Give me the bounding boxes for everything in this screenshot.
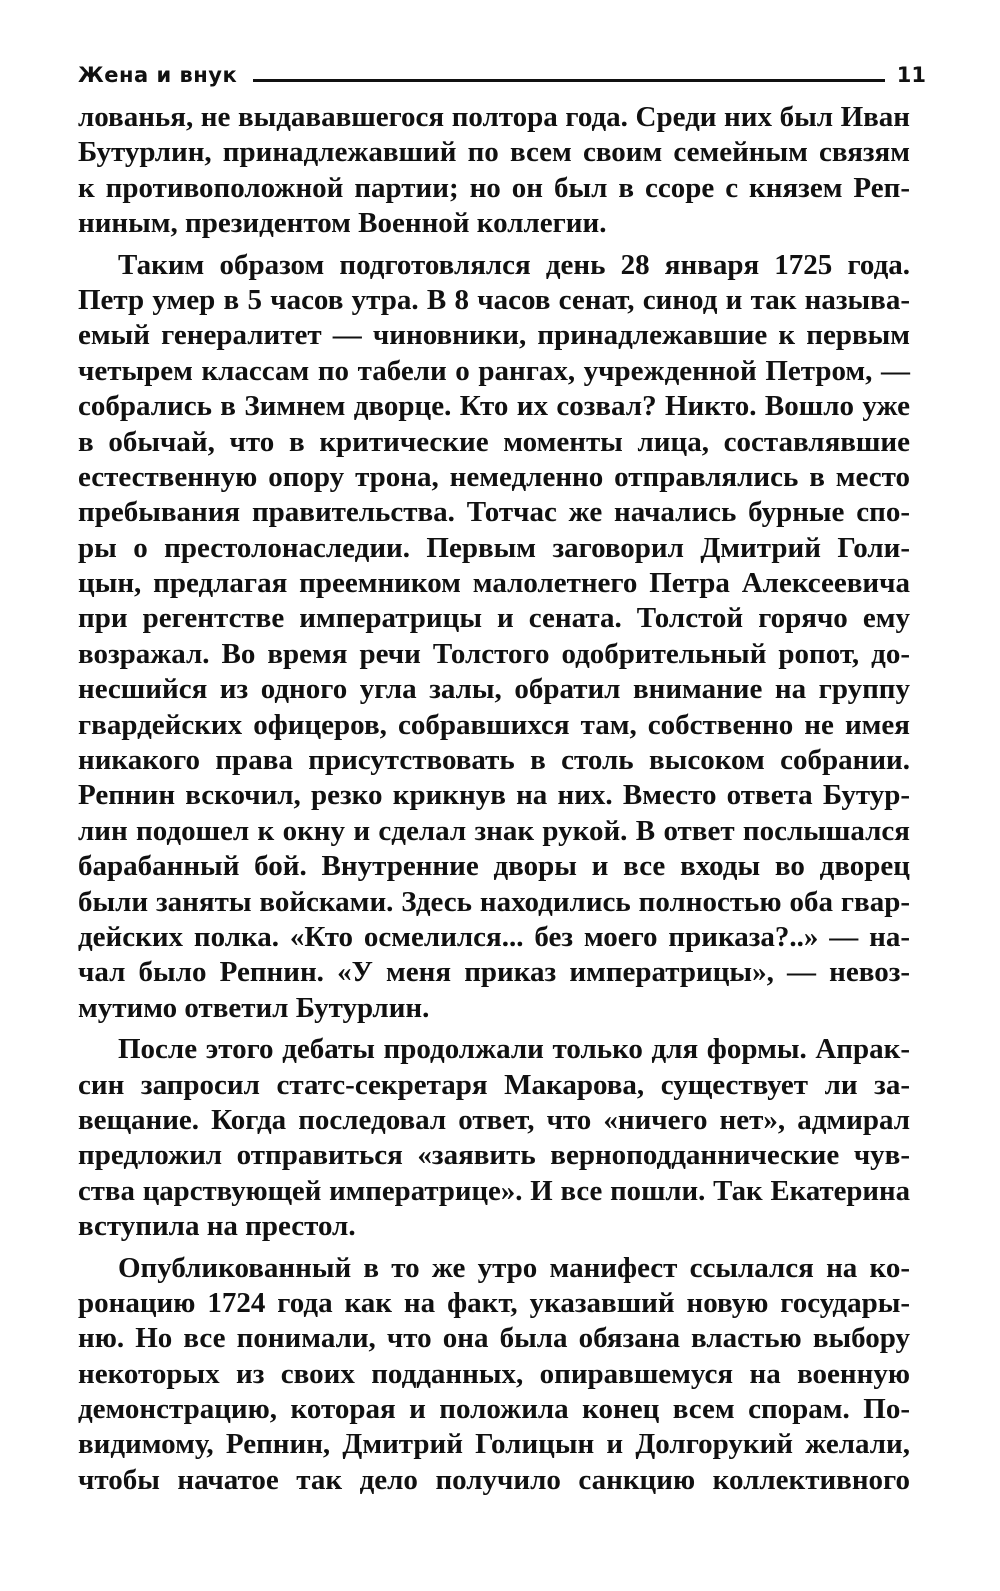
text-line: чал было Репнин. «У меня приказ императрицы», — невоз- [78,956,910,989]
text-line: были заняты войсками. Здесь находились полностью оба гвар- [78,885,910,918]
text-line: мутимо ответил Бутурлин. [78,991,430,1024]
text-line: Таким образом подготовлялся день 28 января 1725 года. [118,248,910,281]
text-line: После этого дебаты продолжали только для формы. Апрак- [118,1033,910,1066]
text-line: ства царствующей императрице». И все пошли. Так Екатерина [78,1174,910,1207]
text-line: цын, предлагая преемником малолетнего Петра Алексеевича [78,567,910,600]
text-line: син запросил статс-секретаря Макарова, существует ли за- [78,1068,910,1101]
running-header [78,58,926,92]
text-line: чтобы начатое так дело получило санкцию коллективного [78,1463,910,1496]
text-line: Репнин вскочил, резко крикнув на них. Вместо ответа Бутур- [78,779,910,812]
header-rule [253,79,885,82]
running-title: Жена и внук [78,63,238,87]
body-text [78,100,910,1498]
text-line: четырем классам по табели о рангах, учрежденной Петром, — [78,354,910,387]
text-line: Петр умер в 5 часов утра. В 8 часов сенат, синод и так называ- [78,283,910,316]
text-line: ню. Но все понимали, что она была обязана властью выбору [78,1322,910,1355]
text-line: естественную опору трона, немедленно отправлялись в место [78,460,910,493]
text-line: возражал. Во время речи Толстого одобрительный ропот, до- [78,637,910,670]
text-line: в обычай, что в критические моменты лица, составлявшие [78,425,910,458]
text-line: лованья, не выдававшегося полтора года. Среди них был Иван [78,101,910,133]
text-line: к противоположной партии; но он был в ссоре с князем Реп- [78,171,910,204]
text-line: Опубликованный в то же утро манифест ссылался на ко- [118,1251,910,1284]
text-line: никакого права присутствовать в столь высоком собрании. [78,744,910,777]
text-line: дейских полка. «Кто осмелился... без моего приказа?..» — на- [78,920,910,953]
page-number: 11 [896,63,926,87]
text-line: лин подошел к окну и сделал знак рукой. В ответ послышался [78,814,910,847]
text-line: ры о престолонаследии. Первым заговорил Дмитрий Голи- [78,531,910,564]
text-line: демонстрацию, которая и положила конец всем спорам. По- [78,1393,910,1426]
text-line: ниным, президентом Военной коллегии. [78,207,607,240]
text-line: вступила на престол. [78,1210,356,1243]
text-line: гвардейских офицеров, собравшихся там, собственно не имея [78,708,910,741]
text-line: ронацию 1724 года как на факт, указавший новую государы- [78,1286,910,1319]
text-line: вещание. Когда последовал ответ, что «ничего нет», адмирал [78,1103,910,1136]
text-line: несшийся из одного угла залы, обратил внимание на группу [78,673,910,706]
text-line: при регентстве императрицы и сената. Толстой горячо ему [78,602,910,635]
text-line: предложил отправиться «заявить верноподданнические чув- [78,1139,910,1172]
text-line: Бутурлин, принадлежавший по всем своим семейным связям [78,136,910,169]
text-line: барабанный бой. Внутренние дворы и все входы во дворец [78,850,910,883]
text-line: некоторых из своих подданных, опиравшемуся на военную [78,1357,910,1390]
text-line: емый генералитет — чиновники, принадлежавшие к первым [78,319,910,352]
text-line: собрались в Зимнем дворце. Кто их созвал? Никто. Вошло уже [78,390,910,423]
text-line: пребывания правительства. Тотчас же начались бурные спо- [78,496,910,529]
text-line: видимому, Репнин, Дмитрий Голицын и Долгорукий желали, [78,1428,910,1461]
